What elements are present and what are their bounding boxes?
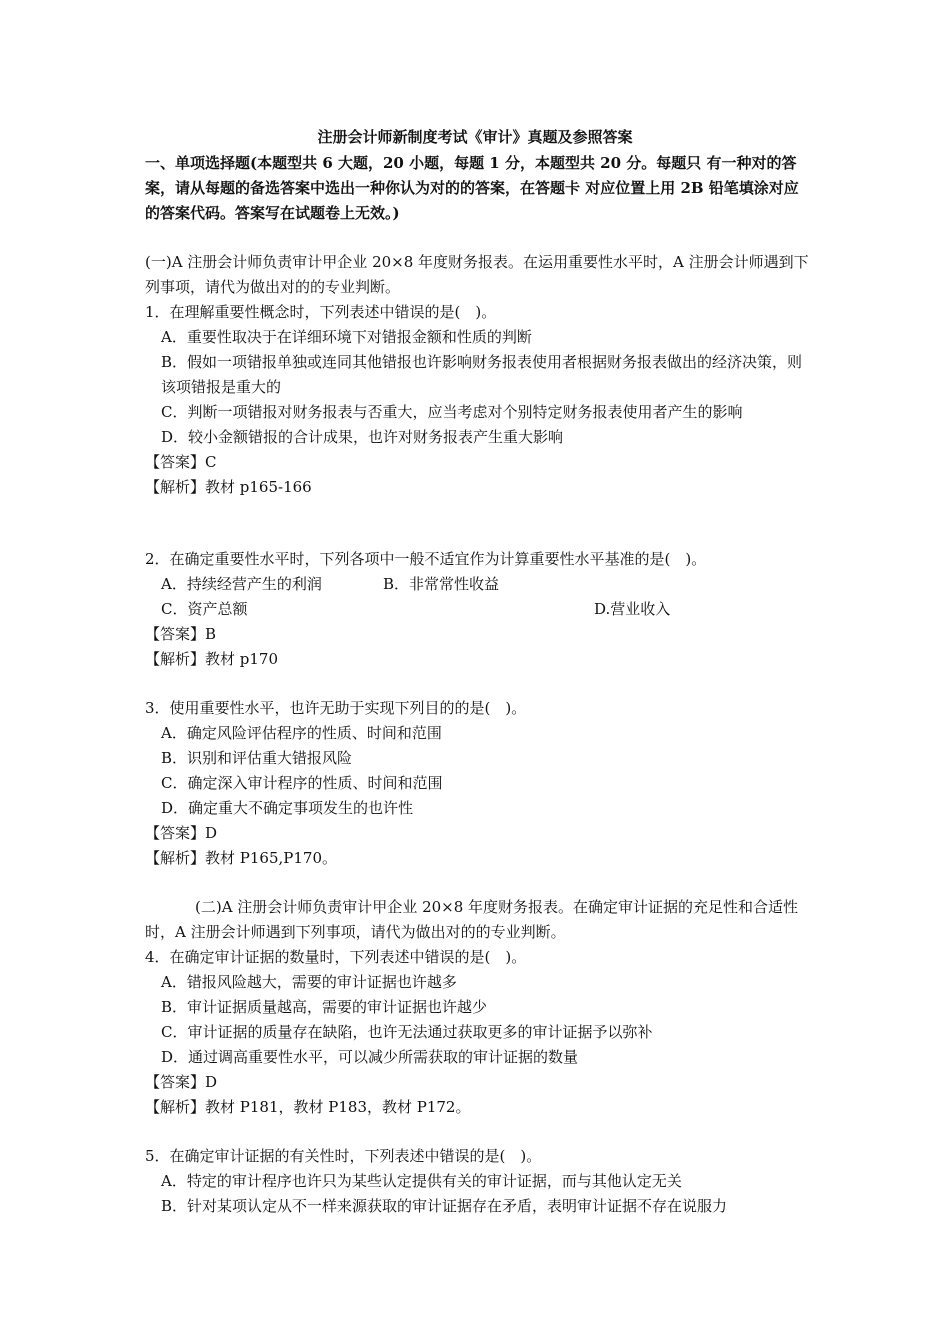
group-1-intro: (一)A 注册会计师负责审计甲企业 20×8 年度财务报表。在运用重要性水平时，A 注册会计师遇到下列事项，请代为做出对的的专业判断。 [145,253,809,296]
q1-option-c: C．判断一项错报对财务报表与否重大，应当考虑对个别特定财务报表使用者产生的影响 [161,403,743,421]
q4-option-b: B．审计证据质量越高，需要的审计证据也许越少 [161,998,488,1016]
group-1 [145,250,810,500]
q4-analysis: 【解析】教材 P181，教材 P183，教材 P172。 [145,1098,471,1116]
q1-stem: 1．在理解重要性概念时，下列表述中错误的是( )。 [145,303,497,321]
q5-option-a: A．特定的审计程序也许只为某些认定提供有关的审计证据，而与其他认定无关 [161,1172,682,1190]
section-instructions: 一、单项选择题(本题型共 6 大题，20 小题，每题 1 分，本题型共 20 分。每题只 有一种对的答案，请从每题的备选答案中选出一种你认为对的的答案，在答题卡 对应位置上用 2B 铅笔填涂对应的答案代码。答案写在试题卷上无效。) [145,154,799,222]
q2-stem: 2．在确定重要性水平时，下列各项中一般不适宜作为计算重要性水平基准的是( )。 [145,550,707,568]
q4-stem: 4．在确定审计证据的数量时，下列表述中错误的是( )。 [145,948,527,966]
q2-analysis: 【解析】教材 p170 [145,650,279,668]
question-2 [145,547,810,672]
q2-options-row-1 [145,572,810,597]
q1-option-b: B．假如一项错报单独或连同其他错报也许影响财务报表使用者根据财务报表做出的经济决策，则该项错报是重大的 [161,353,803,396]
q3-option-c: C．确定深入审计程序的性质、时间和范围 [161,774,443,792]
q2-option-d: D.营业收入 [594,600,671,618]
q2-option-c: C．资产总额 [161,600,248,618]
question-5 [145,1144,810,1219]
document-title: 注册会计师新制度考试《审计》真题及参照答案 [317,128,633,146]
q2-option-a: A．持续经营产生的利润 [161,575,322,593]
group-2 [145,895,810,1120]
q1-option-a: A．重要性取决于在详细环境下对错报金额和性质的判断 [161,328,532,346]
q3-option-b: B．识别和评估重大错报风险 [161,749,353,767]
q4-option-a: A．错报风险越大，需要的审计证据也许越多 [161,973,457,991]
question-3 [145,696,810,871]
q2-option-b: B．非常常性收益 [383,575,500,593]
q3-option-a: A．确定风险评估程序的性质、时间和范围 [161,724,442,742]
q2-answer: 【答案】B [145,625,217,643]
q3-analysis: 【解析】教材 P165,P170。 [145,849,337,867]
q1-answer: 【答案】C [145,453,217,471]
q1-analysis: 【解析】教材 p165-166 [145,478,312,496]
q5-stem: 5．在确定审计证据的有关性时，下列表述中错误的是( )。 [145,1147,542,1165]
q3-stem: 3．使用重要性水平，也许无助于实现下列目的的是( )。 [145,699,527,717]
q4-option-c: C．审计证据的质量存在缺陷，也许无法通过获取更多的审计证据予以弥补 [161,1023,653,1041]
q4-answer: 【答案】D [145,1073,218,1091]
q3-option-d: D．确定重大不确定事项发生的也许性 [161,799,414,817]
q4-option-d: D．通过调高重要性水平，可以减少所需获取的审计证据的数量 [161,1048,579,1066]
q2-options-row-2 [145,597,810,622]
q1-option-d: D．较小金额错报的合计成果，也许对财务报表产生重大影响 [161,428,564,446]
q3-answer: 【答案】D [145,824,218,842]
group-2-intro: (二)A 注册会计师负责审计甲企业 20×8 年度财务报表。在确定审计证据的充足性和合适性时，A 注册会计师遇到下列事项，请代为做出对的的专业判断。 [145,898,799,941]
q5-option-b: B．针对某项认定从不一样来源获取的审计证据存在矛盾，表明审计证据不存在说服力 [161,1197,728,1215]
